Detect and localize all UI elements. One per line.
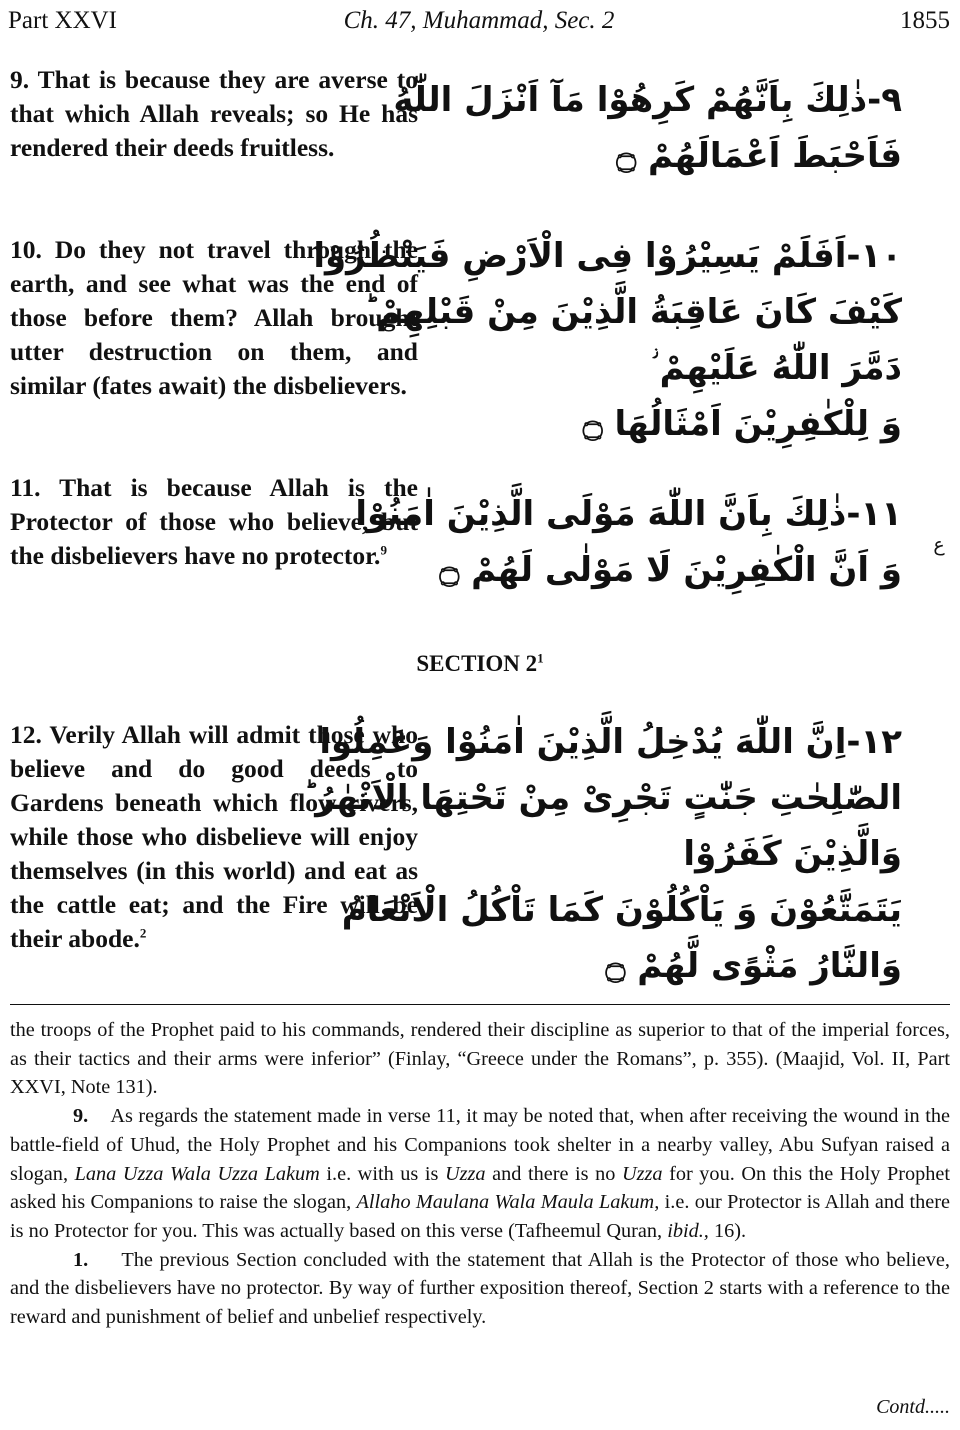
note-text: 16). <box>713 1219 747 1242</box>
arabic-line: وَ لِلْكٰفِرِيْنَ اَمْثَالُهَا ۝ <box>582 404 902 444</box>
section-title: SECTION 2 <box>416 651 538 676</box>
note-text: The previous Section concluded with the statement that Allah is the Protector of those who believe, and the disbelievers have no protector. By way of further exposition thereof, Section 2 starts with a reference to the reward and punishment of belief and unbelief respectively. <box>10 1248 950 1329</box>
arabic-line: ١١-ذٰلِكَ بِاَنَّ اللّٰهَ مَوْلَى الَّذِيْنَ اٰمَنُوْا <box>355 494 902 534</box>
note-text: As regards the statement made in verse 11, it may be noted that, when after receiving the wound in the battle-field of Uhud, the Holy Prophet and his Companions took shelter in a nearby valley, Abu Sufyan raised a slogan, <box>10 1105 950 1185</box>
verse-text: 12. Verily Allah will admit those who believe and do good deeds to Gardens beneath which flow rivers, while those who disbelieve will enjoy themselves (in this world) and eat as the cattle eat; and the Fire will be their abode. <box>10 720 418 953</box>
emphasis-text: Uzza <box>444 1162 486 1185</box>
page-number: 1855 <box>900 7 950 34</box>
section-heading <box>0 648 960 680</box>
slogan-text: Allaho Maulana Wala Maula Lakum, <box>356 1191 660 1214</box>
arabic-line: يَتَمَتَّعُوْنَ وَ يَاْكُلُوْنَ كَمَا تَاْكُلُ الْاَنْعَامُ <box>341 890 902 930</box>
arabic-line: وَ اَنَّ الْكٰفِرِيْنَ لَا مَوْلٰى لَهُمْ ۝ <box>439 550 902 590</box>
note-text: for you. On this the Holy Prophet asked his Companions to raise the slogan, <box>10 1162 951 1214</box>
verse-9-arabic <box>393 72 902 184</box>
note-9 <box>10 1102 950 1246</box>
verse-11-arabic <box>355 486 902 598</box>
arabic-line: فَاَحْبَطَ اَعْمَالَهُمْ ۝ <box>616 136 902 176</box>
verse-text: 9. That is because they are averse to that which Allah reveals; so He has rendered their deeds fruitless. <box>10 65 418 162</box>
verse-12-arabic <box>303 714 902 994</box>
arabic-line: وَالَّذِيْنَ كَفَرُوْا <box>683 834 902 874</box>
note-1 <box>10 1246 950 1332</box>
arabic-line: الصّٰلِحٰتِ جَنّٰتٍ تَجْرِىْ مِنْ تَحْتِهَا الْاَنْهٰرُ ؕ <box>303 778 902 818</box>
arabic-line: كَيْفَ كَانَ عَاقِبَةُ الَّذِيْنَ مِنْ قَبْلِهِمْ ؕ <box>364 292 902 332</box>
slogan-text: Lana Uzza Wala Uzza Lakum <box>74 1162 320 1185</box>
continued-label: Contd..... <box>876 1396 950 1418</box>
verse-text: 11. That is because Allah is the Protector of those who believe, but the disbelievers have no protector. <box>10 473 418 570</box>
footnote-ref: 9 <box>380 542 387 558</box>
verse-text: 10. Do they not travel through the earth, and see what was the end of those before them? Allah brought utter destruction on them, and similar (fates await) the disbelievers. <box>10 235 418 400</box>
arabic-line: ١٠-اَفَلَمْ يَسِيْرُوْا فِى الْاَرْضِ فَيَنْظُرُوْا <box>313 236 902 276</box>
emphasis-text: ibid., <box>667 1219 709 1242</box>
verse-9-translation <box>10 63 418 165</box>
footnotes <box>10 1016 950 1332</box>
emphasis-text: Uzza <box>621 1162 663 1185</box>
arabic-line: دَمَّرَ اللّٰهُ عَلَيْهِمْ ؗ <box>651 348 902 388</box>
ruku-mark: ع <box>933 534 945 556</box>
footnote-ref: 1 <box>537 650 544 666</box>
footnote-divider <box>10 1004 950 1005</box>
arabic-line: وَالنَّارُ مَثْوًى لَّهُمْ ۝ <box>605 946 902 986</box>
arabic-line: ٩-ذٰلِكَ بِاَنَّهُمْ كَرِهُوْا مَآ اَنْزَلَ اللّٰهُ <box>393 80 902 120</box>
note-text: i.e. with us is <box>326 1162 439 1185</box>
part-label: Part XXVI <box>8 7 118 34</box>
note-text: and there is no <box>492 1162 616 1185</box>
arabic-line: ١٢-اِنَّ اللّٰهَ يُدْخِلُ الَّذِيْنَ اٰمَنُوْا وَعَمِلُوا <box>319 722 902 762</box>
footnote-ref: 2 <box>139 925 147 941</box>
note-number: 1. <box>73 1248 89 1271</box>
note-continuation: the troops of the Prophet paid to his commands, rendered their discipline as superior to that of the imperial forces, as their tactics and their arms were inferior” (Finlay, “Greece under the Romans”, p. 355). (Maajid, Vol. II, Part XXVI, Note 131). <box>10 1019 950 1099</box>
verse-10-arabic <box>313 228 902 452</box>
page-header <box>8 4 950 38</box>
note-text: i.e. our Protector is Allah and there is no Protector for you. This was actually based on this verse (Tafheemul Quran, <box>10 1191 950 1242</box>
note-number: 9. <box>73 1105 89 1128</box>
chapter-title: Ch. 47, Muhammad, Sec. 2 <box>343 7 615 34</box>
